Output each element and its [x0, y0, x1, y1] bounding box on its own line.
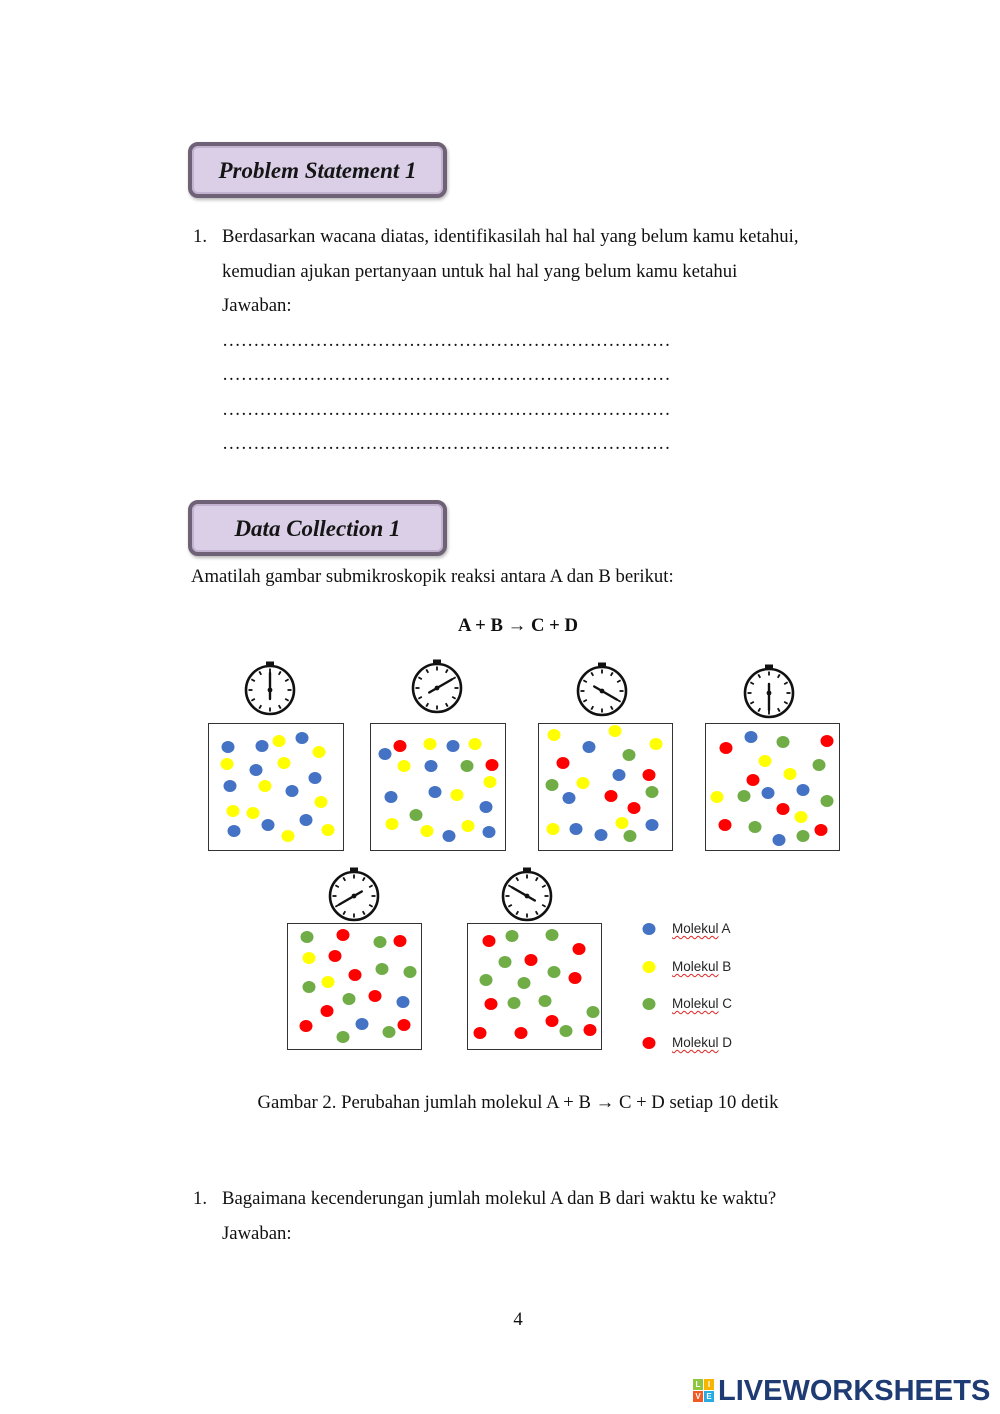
molecule-a-dot: [296, 732, 309, 744]
molecule-a-dot: [570, 823, 583, 835]
molecule-d-dot: [300, 1020, 313, 1032]
molecule-c-dot: [383, 1026, 396, 1038]
molecule-d-dot: [777, 803, 790, 815]
molecule-a-dot: [563, 792, 576, 804]
clock-center: [435, 686, 440, 691]
molecule-b-dot: [784, 768, 797, 780]
liveworksheets-logo-icon: [693, 1379, 714, 1402]
molecule-a-dot: [224, 780, 237, 792]
reaction-frame: [468, 868, 602, 1050]
molecule-c-dot: [560, 1025, 573, 1037]
molecule-c-dot: [480, 974, 493, 986]
legend-word: Molekul: [672, 1035, 719, 1050]
molecule-b-dot: [469, 738, 482, 750]
legend-word: Molekul: [672, 959, 719, 974]
molecule-c-dot: [821, 795, 834, 807]
molecule-c-dot: [623, 749, 636, 761]
answer-label: Jawaban:: [222, 295, 292, 316]
liveworksheets-logo: [693, 1375, 991, 1407]
instruction-text: Amatilah gambar submikroskopik reaksi antara A dan B berikut:: [191, 566, 674, 587]
molecule-d-dot: [720, 742, 733, 754]
molecule-a-dot: [425, 760, 438, 772]
molecule-c-dot: [738, 790, 751, 802]
molecule-a-dot: [228, 825, 241, 837]
legend-word: Molekul: [672, 996, 719, 1011]
clock-icon: [413, 660, 461, 713]
molecule-c-dot: [508, 997, 521, 1009]
molecule-c-dot: [404, 966, 417, 978]
logo-icon-tile: I: [704, 1379, 714, 1390]
molecule-d-dot: [546, 1015, 559, 1027]
molecule-c-dot: [749, 821, 762, 833]
molecule-a-dot: [762, 787, 775, 799]
molecule-b-dot: [221, 758, 234, 770]
reaction-frame: [371, 660, 506, 851]
molecule-b-dot: [278, 757, 291, 769]
molecule-d-dot: [605, 790, 618, 802]
liveworksheets-logo-text: LIVEWORKSHEETS: [718, 1375, 991, 1407]
answer-dotted-line: ………………………………………………………………: [222, 364, 671, 385]
molecule-a-dot: [309, 772, 322, 784]
molecule-d-dot: [486, 759, 499, 771]
molecule-b-dot: [273, 735, 286, 747]
molecule-a-dot: [300, 814, 313, 826]
molecule-a-dot: [447, 740, 460, 752]
molecule-d-dot: [821, 735, 834, 747]
molecule-a-dot: [745, 731, 758, 743]
molecule-c-dot: [410, 809, 423, 821]
molecule-c-dot: [506, 930, 519, 942]
molecule-c-dot: [777, 736, 790, 748]
molecule-d-dot: [483, 935, 496, 947]
molecule-d-dot: [369, 990, 382, 1002]
item-number: 1.: [193, 1188, 208, 1209]
molecule-b-dot: [259, 780, 272, 792]
logo-icon-tile: E: [704, 1391, 714, 1402]
molecule-b-dot: [451, 789, 464, 801]
answer-dotted-line: ………………………………………………………………: [222, 433, 671, 454]
molecule-c-dot: [646, 786, 659, 798]
clock-icon: [503, 868, 551, 921]
molecule-b-dot: [247, 807, 260, 819]
molecule-a-dot: [797, 784, 810, 796]
data-collection-title: Data Collection 1: [234, 516, 401, 541]
legend-label-b: [672, 958, 731, 976]
molecule-c-dot: [343, 993, 356, 1005]
molecule-c-dot: [797, 830, 810, 842]
molecule-b-dot: [484, 776, 497, 788]
molecule-d-dot: [515, 1027, 528, 1039]
molecule-a-dot: [595, 829, 608, 841]
clock-crown: [350, 868, 358, 872]
molecule-d-dot: [398, 1019, 411, 1031]
molecule-d-dot: [329, 950, 342, 962]
molecule-d-dot: [557, 757, 570, 769]
molecule-a-dot: [429, 786, 442, 798]
reaction-frame: [288, 868, 422, 1050]
molecule-b-dot: [548, 729, 561, 741]
molecule-b-dot: [386, 818, 399, 830]
question-line: Berdasarkan wacana diatas, identifikasilah hal hal yang belum kamu ketahui,: [222, 226, 799, 247]
molecule-a-dot: [397, 996, 410, 1008]
clock-center: [525, 894, 530, 899]
legend-word: Molekul: [672, 921, 719, 936]
reaction-figure: [0, 655, 1000, 1065]
molecule-b-dot: [313, 746, 326, 758]
legend-dot-c: [643, 998, 656, 1010]
molecule-b-dot: [650, 738, 663, 750]
molecule-d-dot: [815, 824, 828, 836]
molecule-b-dot: [315, 796, 328, 808]
question-line: Bagaimana kecenderungan jumlah molekul A dan B dari waktu ke waktu?: [222, 1188, 777, 1209]
molecule-a-dot: [583, 741, 596, 753]
molecule-d-dot: [584, 1024, 597, 1036]
molecule-b-dot: [282, 830, 295, 842]
legend-letter: B: [722, 959, 732, 974]
molecule-a-dot: [356, 1018, 369, 1030]
clock-icon: [745, 665, 793, 718]
molecule-c-dot: [518, 977, 531, 989]
molecule-a-dot: [262, 819, 275, 831]
molecule-b-dot: [398, 760, 411, 772]
molecule-a-dot: [483, 826, 496, 838]
problem-statement-header: [188, 142, 447, 198]
molecule-b-dot: [424, 738, 437, 750]
molecule-c-dot: [539, 995, 552, 1007]
item-body: [222, 1182, 776, 1251]
clock-crown: [523, 868, 531, 872]
molecule-c-dot: [301, 931, 314, 943]
molecule-a-dot: [385, 791, 398, 803]
legend-letter: A: [721, 921, 731, 936]
answer-label: Jawaban:: [222, 1222, 292, 1244]
legend-letter: C: [722, 996, 733, 1011]
clock-icon: [578, 663, 626, 716]
molecule-d-dot: [321, 1005, 334, 1017]
clock-center: [268, 688, 273, 693]
molecule-c-dot: [303, 981, 316, 993]
molecule-b-dot: [322, 824, 335, 836]
molecule-d-dot: [394, 740, 407, 752]
clock-crown: [266, 662, 274, 666]
molecule-c-dot: [546, 929, 559, 941]
molecule-b-dot: [462, 820, 475, 832]
legend-dot-a: [643, 923, 656, 935]
molecule-d-dot: [337, 929, 350, 941]
molecule-c-dot: [813, 759, 826, 771]
figure-caption: Gambar 2. Perubahan jumlah molekul A + B → C + D setiap 10 detik: [257, 1092, 779, 1113]
molecule-c-dot: [337, 1031, 350, 1043]
molecule-b-dot: [322, 976, 335, 988]
molecule-c-dot: [548, 966, 561, 978]
molecule-b-dot: [609, 725, 622, 737]
legend-label-c: [672, 995, 732, 1013]
clock-icon: [330, 868, 378, 921]
molecule-a-dot: [250, 764, 263, 776]
legend-letter: D: [722, 1035, 733, 1050]
molecule-c-dot: [546, 779, 559, 791]
molecule-a-dot: [480, 801, 493, 813]
page-number: 4: [513, 1309, 523, 1330]
clock-center: [767, 691, 772, 696]
molecule-a-dot: [286, 785, 299, 797]
molecule-b-dot: [577, 777, 590, 789]
molecule-d-dot: [643, 769, 656, 781]
molecule-d-dot: [474, 1027, 487, 1039]
molecule-a-dot: [256, 740, 269, 752]
reaction-frame: [539, 663, 673, 851]
molecule-d-dot: [628, 802, 641, 814]
molecule-d-dot: [349, 969, 362, 981]
molecule-d-dot: [719, 819, 732, 831]
molecule-c-dot: [374, 936, 387, 948]
molecule-a-dot: [379, 748, 392, 760]
clock-center: [352, 894, 357, 899]
molecule-b-dot: [303, 952, 316, 964]
molecule-d-dot: [747, 774, 760, 786]
legend-dot-d: [643, 1037, 656, 1049]
molecule-a-dot: [613, 769, 626, 781]
molecule-a-dot: [443, 830, 456, 842]
molecule-b-dot: [421, 825, 434, 837]
molecule-b-dot: [547, 823, 560, 835]
answer-dotted-line: ………………………………………………………………: [222, 329, 671, 351]
reaction-equation: A + B → C + D: [458, 615, 578, 636]
molecule-c-dot: [587, 1006, 600, 1018]
molecule-c-dot: [376, 963, 389, 975]
item-number: 1.: [193, 226, 208, 247]
molecule-d-dot: [485, 998, 498, 1010]
molecule-b-dot: [616, 817, 629, 829]
clock-icon: [246, 662, 294, 715]
item-body: [222, 220, 826, 462]
logo-icon-tile: L: [693, 1379, 703, 1390]
clock-crown: [765, 665, 773, 669]
question-line: kemudian ajukan pertanyaan untuk hal hal yang belum kamu ketahui: [222, 260, 738, 282]
molecule-b-dot: [227, 805, 240, 817]
problem-statement-title: Problem Statement 1: [218, 158, 417, 183]
molecule-d-dot: [525, 954, 538, 966]
legend-label-a: [672, 920, 731, 938]
reaction-frame: [706, 665, 840, 851]
clock-crown: [433, 660, 441, 664]
molecule-b-dot: [711, 791, 724, 803]
molecule-b-dot: [795, 811, 808, 823]
molecule-b-dot: [759, 755, 772, 767]
molecule-d-dot: [569, 972, 582, 984]
molecule-c-dot: [461, 760, 474, 772]
clock-crown: [598, 663, 606, 667]
legend-label-d: [672, 1034, 732, 1052]
clock-center: [600, 689, 605, 694]
molecule-c-dot: [624, 830, 637, 842]
molecule-a-dot: [222, 741, 235, 753]
logo-icon-tile: V: [693, 1391, 703, 1402]
legend-dot-b: [643, 961, 656, 973]
data-collection-header: [188, 500, 447, 556]
molecule-a-dot: [773, 834, 786, 846]
reaction-frame: [209, 662, 344, 851]
molecule-d-dot: [394, 935, 407, 947]
molecule-d-dot: [573, 943, 586, 955]
answer-dotted-line: ………………………………………………………………: [222, 398, 671, 420]
molecule-a-dot: [646, 819, 659, 831]
molecule-c-dot: [499, 956, 512, 968]
